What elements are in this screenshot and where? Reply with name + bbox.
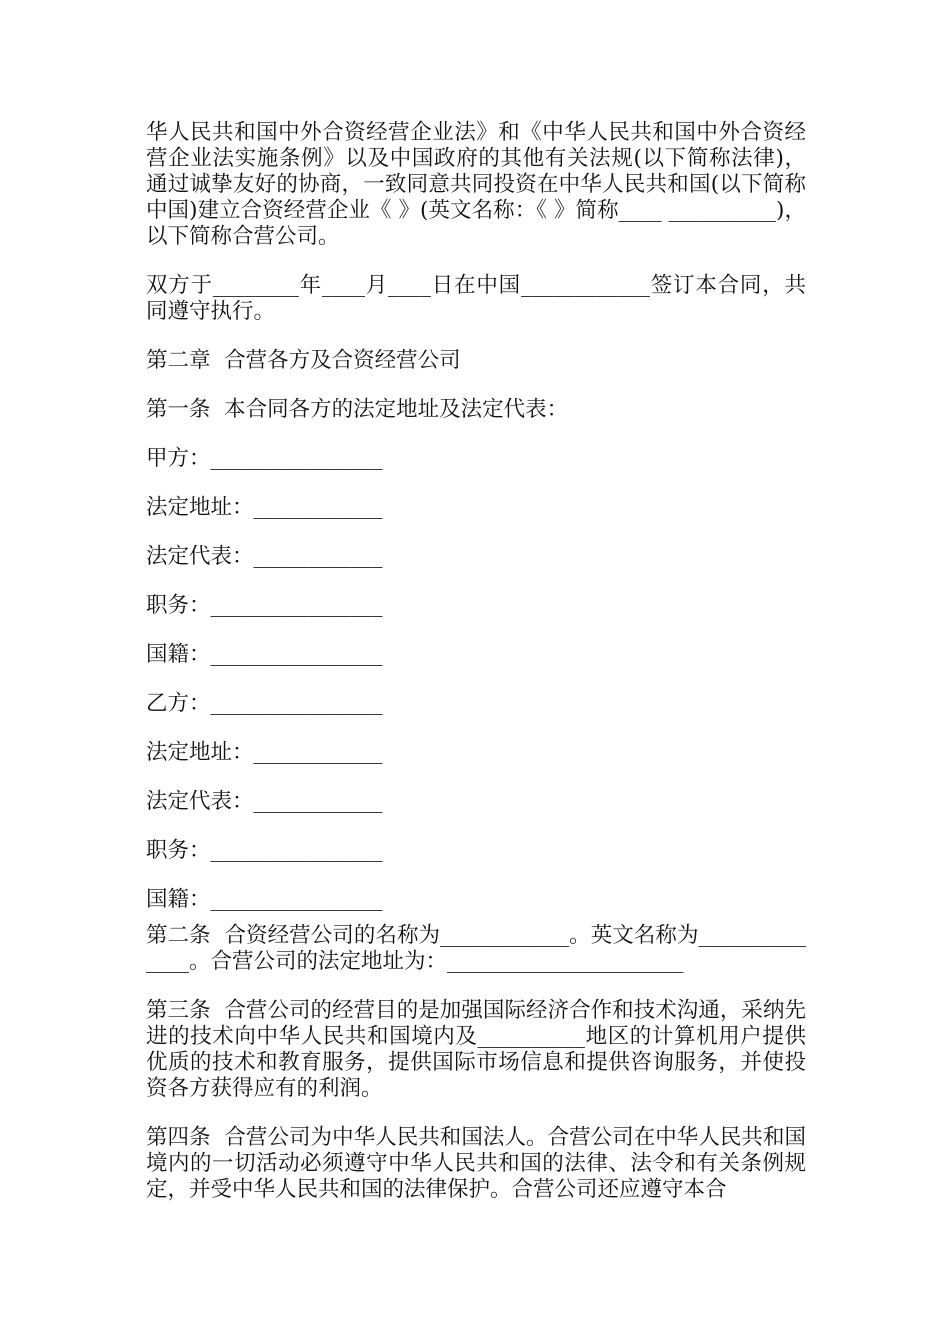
party-a-position: 职务：________________ — [146, 593, 383, 618]
document-body — [146, 120, 806, 1226]
party-b-address: 法定地址：____________ — [146, 740, 383, 765]
signing-paragraph: 双方于________年____月____日在中国____________签订本合同，共同遵守执行。 — [146, 273, 806, 324]
chapter-heading: 第二章 合营各方及合资经营公司 — [146, 348, 461, 373]
article-2: 第二条 合资经营公司的名称为____________。英文名称为______________。合营公司的法定地址为：______________________ — [146, 923, 806, 974]
party-b-nationality: 国籍：________________ — [146, 887, 383, 912]
party-a-nationality: 国籍：________________ — [146, 642, 383, 667]
party-b-name: 乙方：________________ — [146, 691, 383, 716]
party-a-representative: 法定代表：____________ — [146, 544, 383, 569]
party-b-position: 职务：________________ — [146, 838, 383, 863]
preamble-paragraph: 华人民共和国中外合资经营企业法》和《中华人民共和国中外合资经营企业法实施条例》以及中国政府的其他有关法规(以下简称法律)，通过诚挚友好的协商，一致同意共同投资在中华人民共和国(以下简称中国)建立合资经营企业《 》(英文名称：《 》简称____ __________)，以下简称合营公司。 — [146, 120, 806, 249]
party-a-name: 甲方：________________ — [146, 446, 383, 471]
party-b-representative: 法定代表：____________ — [146, 789, 383, 814]
party-a-address: 法定地址：____________ — [146, 495, 383, 520]
article-1-heading: 第一条 本合同各方的法定地址及法定代表： — [146, 397, 569, 422]
article-4: 第四条 合营公司为中华人民共和国法人。合营公司在中华人民共和国境内的一切活动必须遵守中华人民共和国的法律、法令和有关条例规定，并受中华人民共和国的法律保护。合营公司还应遵守本合 — [146, 1125, 806, 1202]
article-3: 第三条 合营公司的经营目的是加强国际经济合作和技术沟通，采纳先进的技术向中华人民共和国境内及__________地区的计算机用户提供优质的技术和教育服务，提供国际市场信息和提供咨询服务，并使投资各方获得应有的利润。 — [146, 998, 806, 1101]
